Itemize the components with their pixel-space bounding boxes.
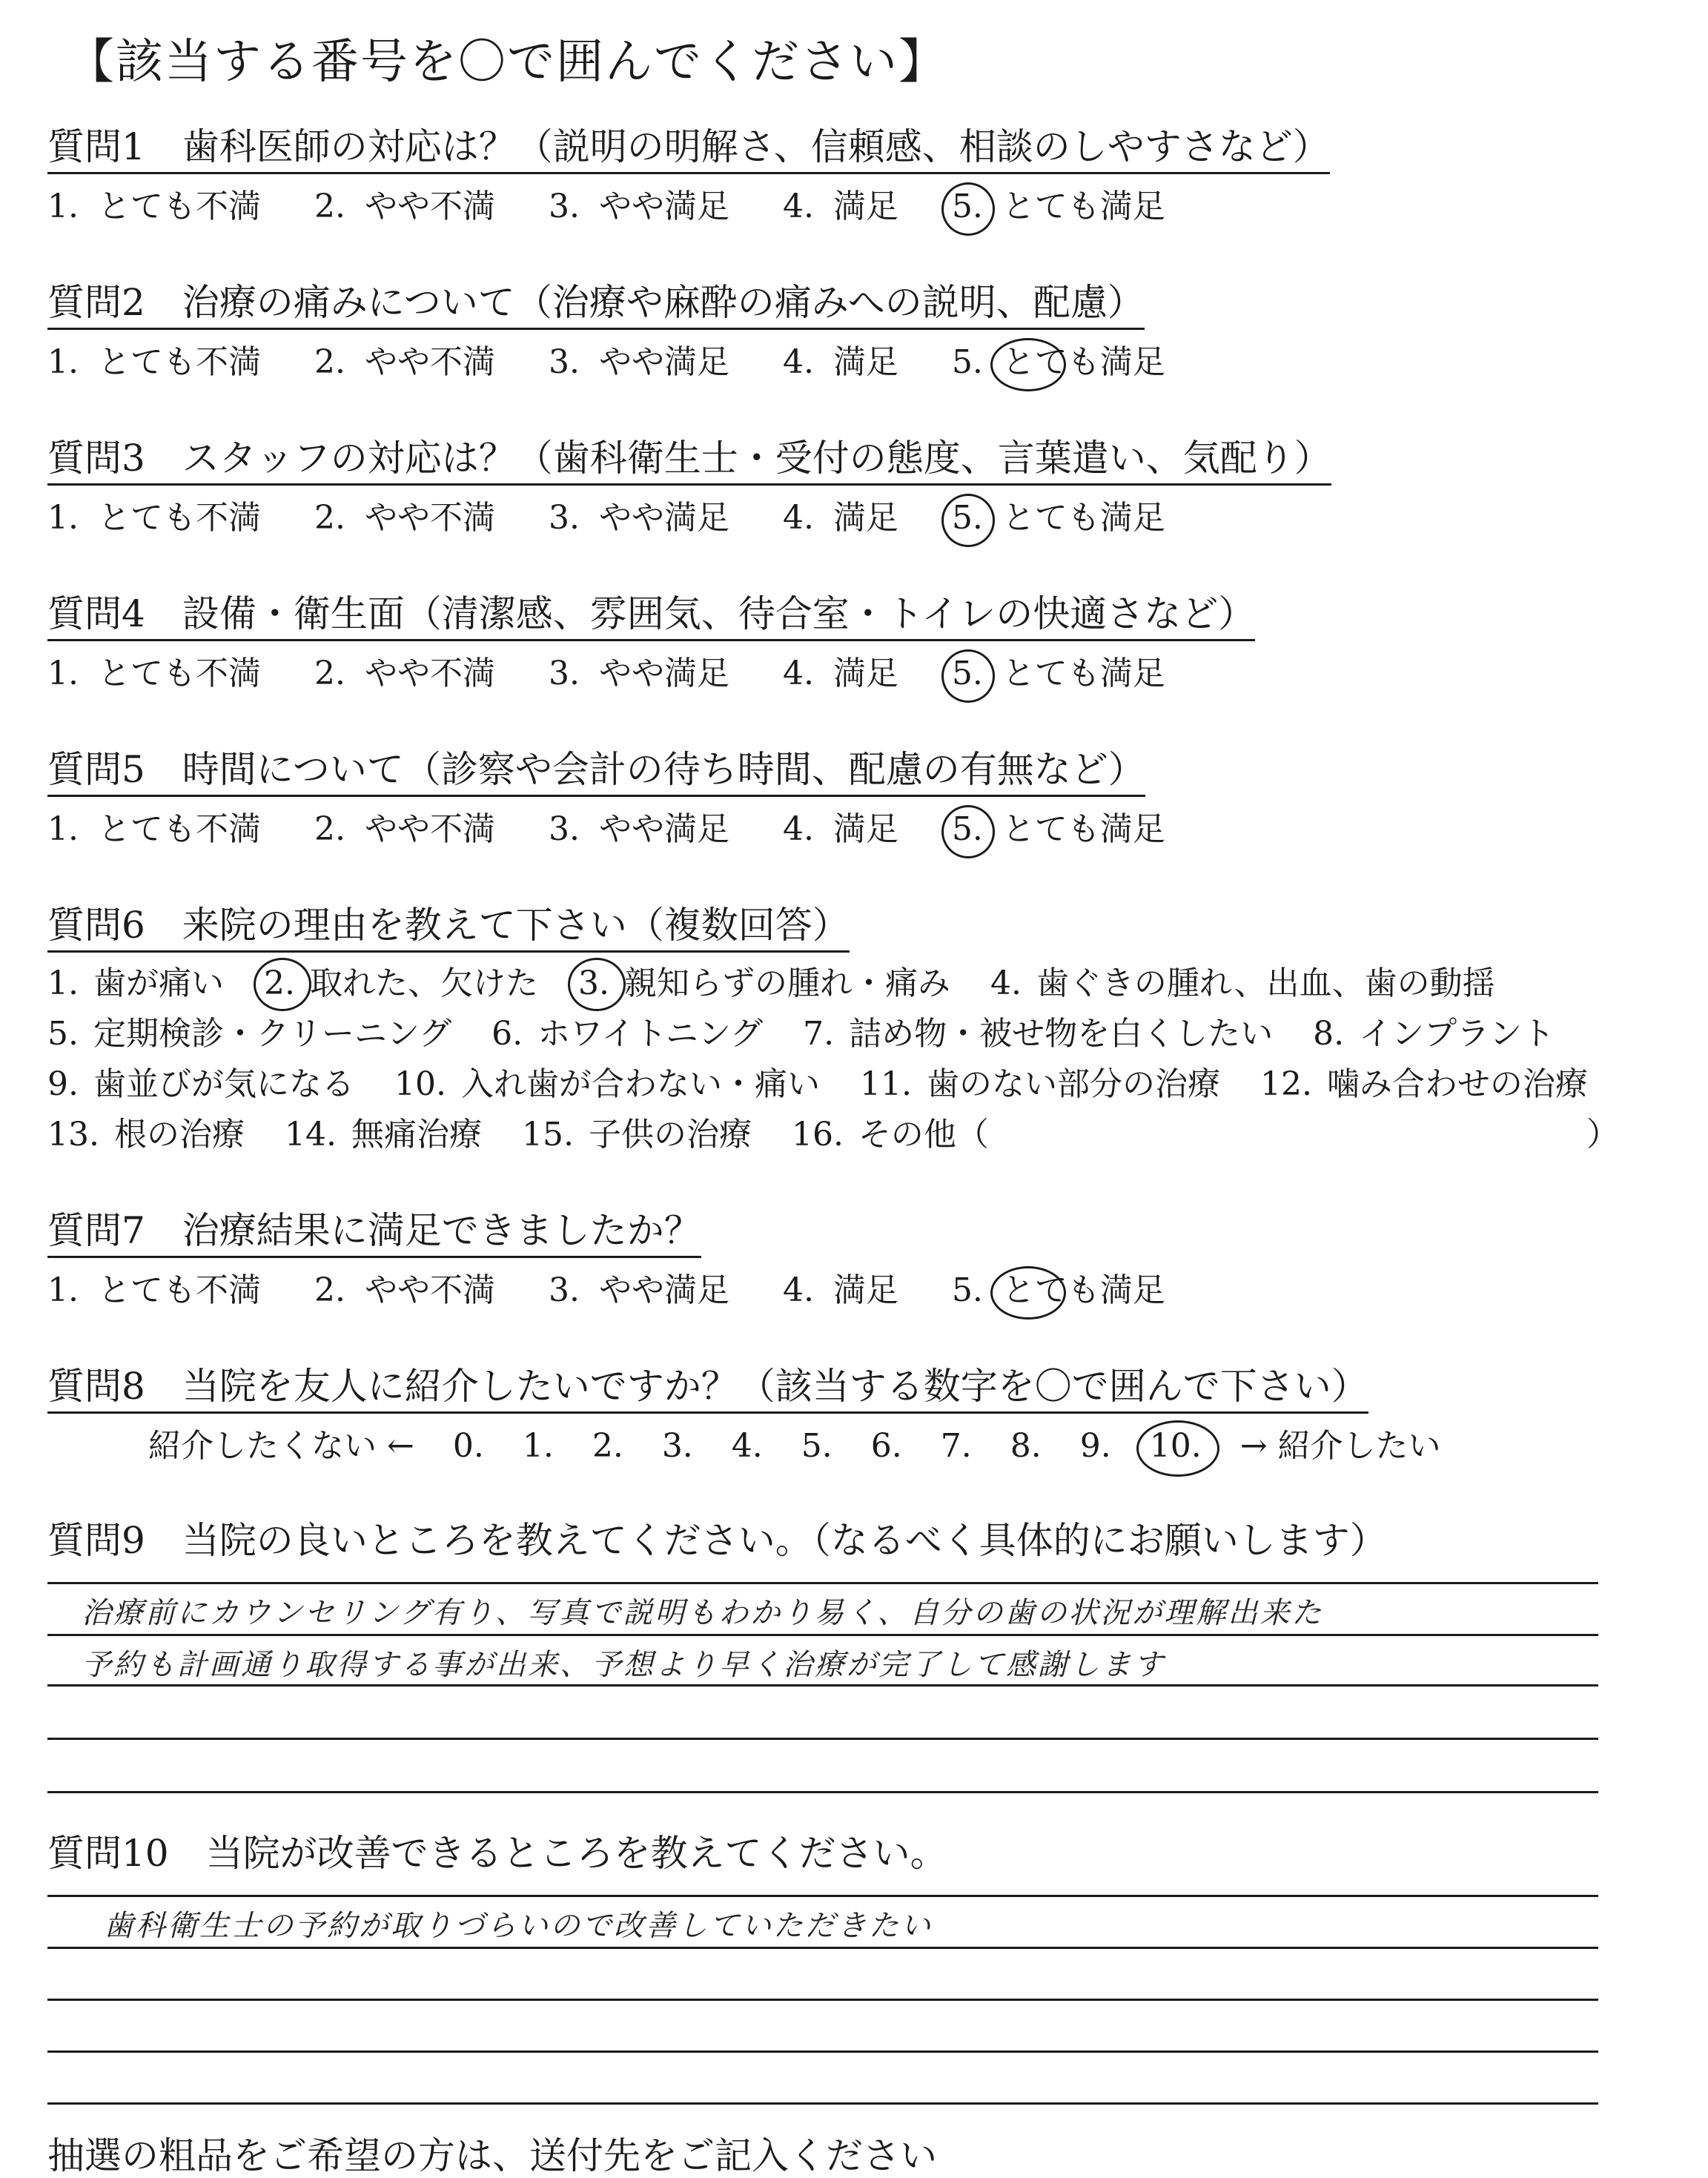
- q6-option[interactable]: 9. 歯並びが気になる: [47, 1065, 354, 1103]
- q8-option[interactable]: 6.: [870, 1427, 902, 1465]
- q6-option[interactable]: 1. 歯が痛い: [47, 964, 224, 1002]
- q8-left-label: 紹介したくない ←: [148, 1427, 414, 1465]
- answer-line: [47, 1791, 1598, 1793]
- q6-option[interactable]: 10. 入れ歯が合わない・痛い: [394, 1065, 820, 1103]
- q7-selected-mark[interactable]: とても満足: [1002, 1271, 1165, 1309]
- q8-option[interactable]: 1.: [522, 1427, 554, 1465]
- q5-selected-mark[interactable]: 5.: [951, 810, 983, 848]
- q6-option[interactable]: 7. 詰め物・被せ物を白くしたい: [803, 1015, 1274, 1053]
- q6-option-other[interactable]: 16. その他（: [791, 1116, 989, 1153]
- q6-option[interactable]: 6. ホワイトニング: [491, 1015, 764, 1053]
- question-2-title: 質問2 治療の痛みについて（治療や麻酔の痛みへの説明、配慮）: [47, 280, 1145, 330]
- question-4-title: 質問4 設備・衛生面（清潔感、雰囲気、待合室・トイレの快適さなど）: [47, 592, 1255, 641]
- q10-answer-line-1[interactable]: 歯科衛生士の予約が取りづらいので改善していただきたい: [104, 1909, 933, 1943]
- answer-line: [47, 1895, 1598, 1897]
- q6-option[interactable]: 13. 根の治療: [47, 1116, 245, 1153]
- q8-option[interactable]: 4.: [731, 1427, 763, 1465]
- question-10-title: 質問10 当院が改善できるところを教えてください。: [47, 1832, 947, 1875]
- q6-option[interactable]: 12. 噛み合わせの治療: [1260, 1065, 1588, 1103]
- q6-option[interactable]: 14. 無痛治療: [284, 1116, 482, 1153]
- q6-other-close: ）: [1586, 1116, 1619, 1153]
- question-7-title: 質問7 治療結果に満足できましたか？: [47, 1208, 701, 1258]
- q8-option[interactable]: 2.: [592, 1427, 623, 1465]
- q2-selected-mark[interactable]: とても満足: [1002, 343, 1165, 381]
- question-6-title: 質問6 来院の理由を教えて下さい（複数回答）: [47, 903, 850, 953]
- q6-option[interactable]: 15. 子供の治療: [521, 1116, 752, 1153]
- q8-option[interactable]: 8.: [1010, 1427, 1042, 1465]
- answer-line: [47, 1684, 1598, 1687]
- q6-row-4: [47, 1115, 1019, 1155]
- question-7-options: 1. とても不満 2. やや不満 3. やや満足 4. 満足 5. とても満足: [47, 1271, 1165, 1309]
- q8-option[interactable]: 3.: [661, 1427, 693, 1465]
- answer-line: [47, 1947, 1598, 1949]
- answer-line: [47, 1634, 1598, 1636]
- question-3-options: 1. とても不満 2. やや不満 3. やや満足 4. 満足 5. とても満足: [47, 499, 1165, 537]
- q9-answer-line-1[interactable]: 治療前にカウンセリング有り、写真で説明もわかり易く、自分の歯の状況が理解出来た: [82, 1596, 1324, 1630]
- question-9-title: 質問9 当院の良いところを教えてください。（なるべく具体的にお願いします）: [47, 1519, 1387, 1562]
- q6-option-selected[interactable]: 2. 取れた、欠けた: [263, 964, 538, 1002]
- q6-option-selected[interactable]: 3. 親知らずの腫れ・痛み: [577, 964, 950, 1002]
- page-heading: 【該当する番号を〇で囲んでください】: [67, 35, 947, 90]
- answer-line: [47, 2102, 1598, 2105]
- answer-line: [47, 1999, 1598, 2001]
- q6-option[interactable]: 5. 定期検診・クリーニング: [47, 1015, 452, 1053]
- question-2-options: 1. とても不満 2. やや不満 3. やや満足 4. 満足 5. とても満足: [47, 343, 1165, 381]
- q8-right-label: → 紹介したい: [1239, 1427, 1441, 1465]
- q8-option[interactable]: 5.: [801, 1427, 833, 1465]
- q6-option[interactable]: 8. インプラント: [1313, 1015, 1555, 1053]
- q9-answer-line-2[interactable]: 予約も計画通り取得する事が出来、予想より早く治療が完了して感謝します: [82, 1648, 1165, 1682]
- q8-scale: [148, 1426, 1480, 1466]
- question-5-options: 1. とても不満 2. やや不満 3. やや満足 4. 満足 5. とても満足: [47, 810, 1165, 848]
- q8-option[interactable]: 7.: [940, 1427, 972, 1465]
- question-4-options: 1. とても不満 2. やや不満 3. やや満足 4. 満足 5. とても満足: [47, 655, 1165, 692]
- q6-row-1: [47, 964, 1525, 1004]
- q3-selected-mark[interactable]: 5.: [951, 499, 983, 537]
- q6-row-3: [47, 1065, 1618, 1105]
- q4-selected-mark[interactable]: 5.: [951, 655, 983, 692]
- question-1-options: 1. とても不満 2. やや不満 3. やや満足 4. 満足 5. とても満足: [47, 188, 1165, 225]
- answer-line: [47, 1738, 1598, 1740]
- question-3-title: 質問3 スタッフの対応は？（歯科衛生士・受付の態度、言葉遣い、気配り）: [47, 436, 1331, 486]
- q6-row-2: [47, 1014, 1584, 1054]
- question-1-title: 質問1 歯科医師の対応は？（説明の明解さ、信頼感、相談のしやすさなど）: [47, 125, 1330, 174]
- answer-line: [47, 2050, 1598, 2053]
- q8-option[interactable]: 0.: [452, 1427, 484, 1465]
- q8-option[interactable]: 9.: [1079, 1427, 1111, 1465]
- q1-selected-mark[interactable]: 5.: [951, 188, 983, 225]
- footer-partial-text: 抽選の粗品をご希望の方は、送付先をご記入ください: [47, 2134, 937, 2177]
- q8-selected-mark[interactable]: 10.: [1149, 1427, 1202, 1465]
- q6-option[interactable]: 11. 歯のない部分の治療: [859, 1065, 1220, 1103]
- question-8-title: 質問8 当院を友人に紹介したいですか？（該当する数字を〇で囲んで下さい）: [47, 1364, 1368, 1414]
- question-5-title: 質問5 時間について（診察や会計の待ち時間、配慮の有無など）: [47, 747, 1145, 797]
- q6-option[interactable]: 4. 歯ぐきの腫れ、出血、歯の動揺: [990, 964, 1495, 1002]
- answer-line: [47, 1582, 1598, 1584]
